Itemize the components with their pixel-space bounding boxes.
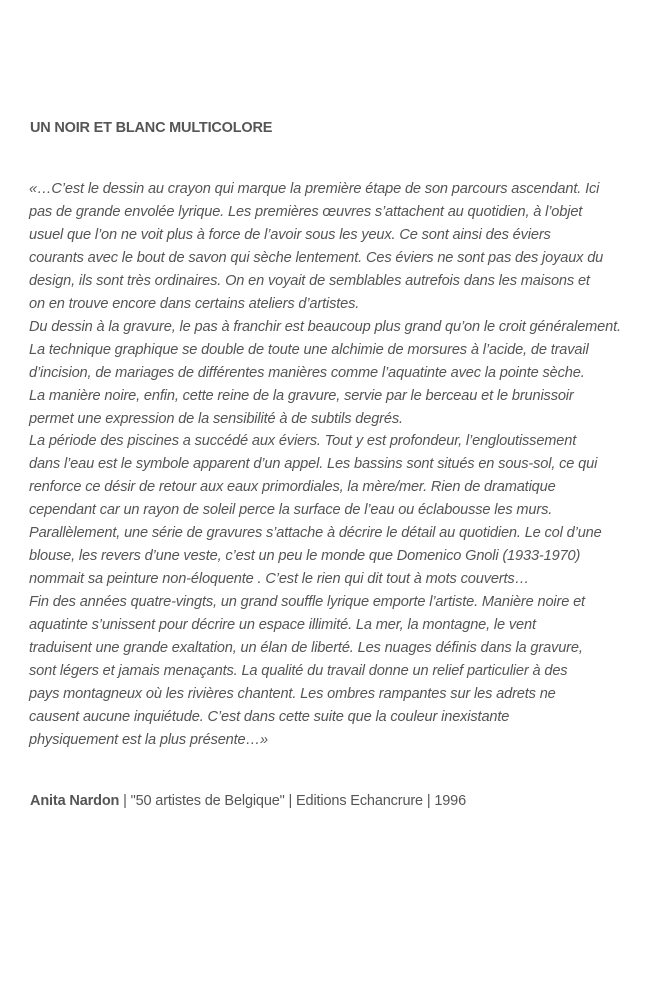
quote-line: Du dessin à la gravure, le pas à franchir est beaucoup plus grand qu’on le croit généralement.	[29, 318, 621, 335]
quote-line: dans l’eau est le symbole apparent d’un appel. Les bassins sont situés en sous-sol, ce qui	[29, 456, 598, 473]
quote-line: aquatinte s’unissent pour décrire un espace illimité. La mer, la montagne, le vent	[29, 617, 536, 634]
quote-line: sont légers et jamais menaçants. La qualité du travail donne un relief particulier à des	[29, 663, 568, 680]
quote-line: traduisent une grande exaltation, un élan de liberté. Les nuages définis dans la gravure,	[29, 640, 583, 657]
quote-line: Parallèlement, une série de gravures s’attache à décrire le détail au quotidien. Le col d’une	[29, 525, 602, 542]
quote-line: pas de grande envolée lyrique. Les premières œuvres s’attachent au quotidien, à l’objet	[29, 203, 583, 220]
quote-line: on en trouve encore dans certains ateliers d’artistes.	[29, 295, 360, 312]
quote-line: Fin des années quatre-vingts, un grand souffle lyrique emporte l’artiste. Manière noire et	[29, 594, 585, 611]
quote-line: causent aucune inquiétude. C’est dans cette suite que la couleur inexistante	[29, 708, 510, 725]
quote-text	[29, 178, 659, 752]
quote-line: physiquement est la plus présente…»	[29, 731, 268, 748]
quote-line: «…C’est le dessin au crayon qui marque la première étape de son parcours ascendant. Ici	[29, 181, 600, 197]
citation-source: | "50 artistes de Belgique" | Editions Echancrure | 1996	[119, 793, 466, 809]
quote-line: usuel que l’on ne voit plus à force de l’avoir sous les yeux. Ce sont ainsi des éviers	[29, 226, 551, 243]
quote-line: nommait sa peinture non-éloquente . C’est le rien qui dit tout à mots couverts…	[29, 571, 530, 588]
quote-line: La technique graphique se double de toute une alchimie de morsures à l’acide, de travail	[29, 341, 589, 358]
quote-line: d’incision, de mariages de différentes manières comme l’aquatinte avec la pointe sèche.	[29, 364, 585, 381]
quote-line: cependant car un rayon de soleil perce la surface de l’eau ou éclabousse les murs.	[29, 502, 553, 519]
quote-line: design, ils sont très ordinaires. On en voyait de semblables autrefois dans les maisons et	[29, 272, 590, 289]
quote-line: La période des piscines a succédé aux éviers. Tout y est profondeur, l’engloutissement	[29, 433, 577, 450]
quote-line: renforce ce désir de retour aux eaux primordiales, la mère/mer. Rien de dramatique	[29, 479, 556, 496]
citation-author: Anita Nardon	[30, 793, 120, 809]
quote-line: courants avec le bout de savon qui sèche lentement. Ces éviers ne sont pas des joyaux du	[29, 249, 604, 266]
quote-line: La manière noire, enfin, cette reine de la gravure, servie par le berceau et le brunissoir	[29, 387, 574, 404]
quote-line: blouse, les revers d’une veste, c’est un peu le monde que Domenico Gnoli (1933-1970)	[29, 548, 581, 565]
citation	[30, 793, 466, 809]
article-heading: UN NOIR ET BLANC MULTICOLORE	[30, 120, 273, 136]
quote-line: permet une expression de la sensibilité à de subtils degrés.	[29, 410, 403, 427]
quote-line: pays montagneux où les rivières chantent. Les ombres rampantes sur les adrets ne	[29, 685, 556, 702]
